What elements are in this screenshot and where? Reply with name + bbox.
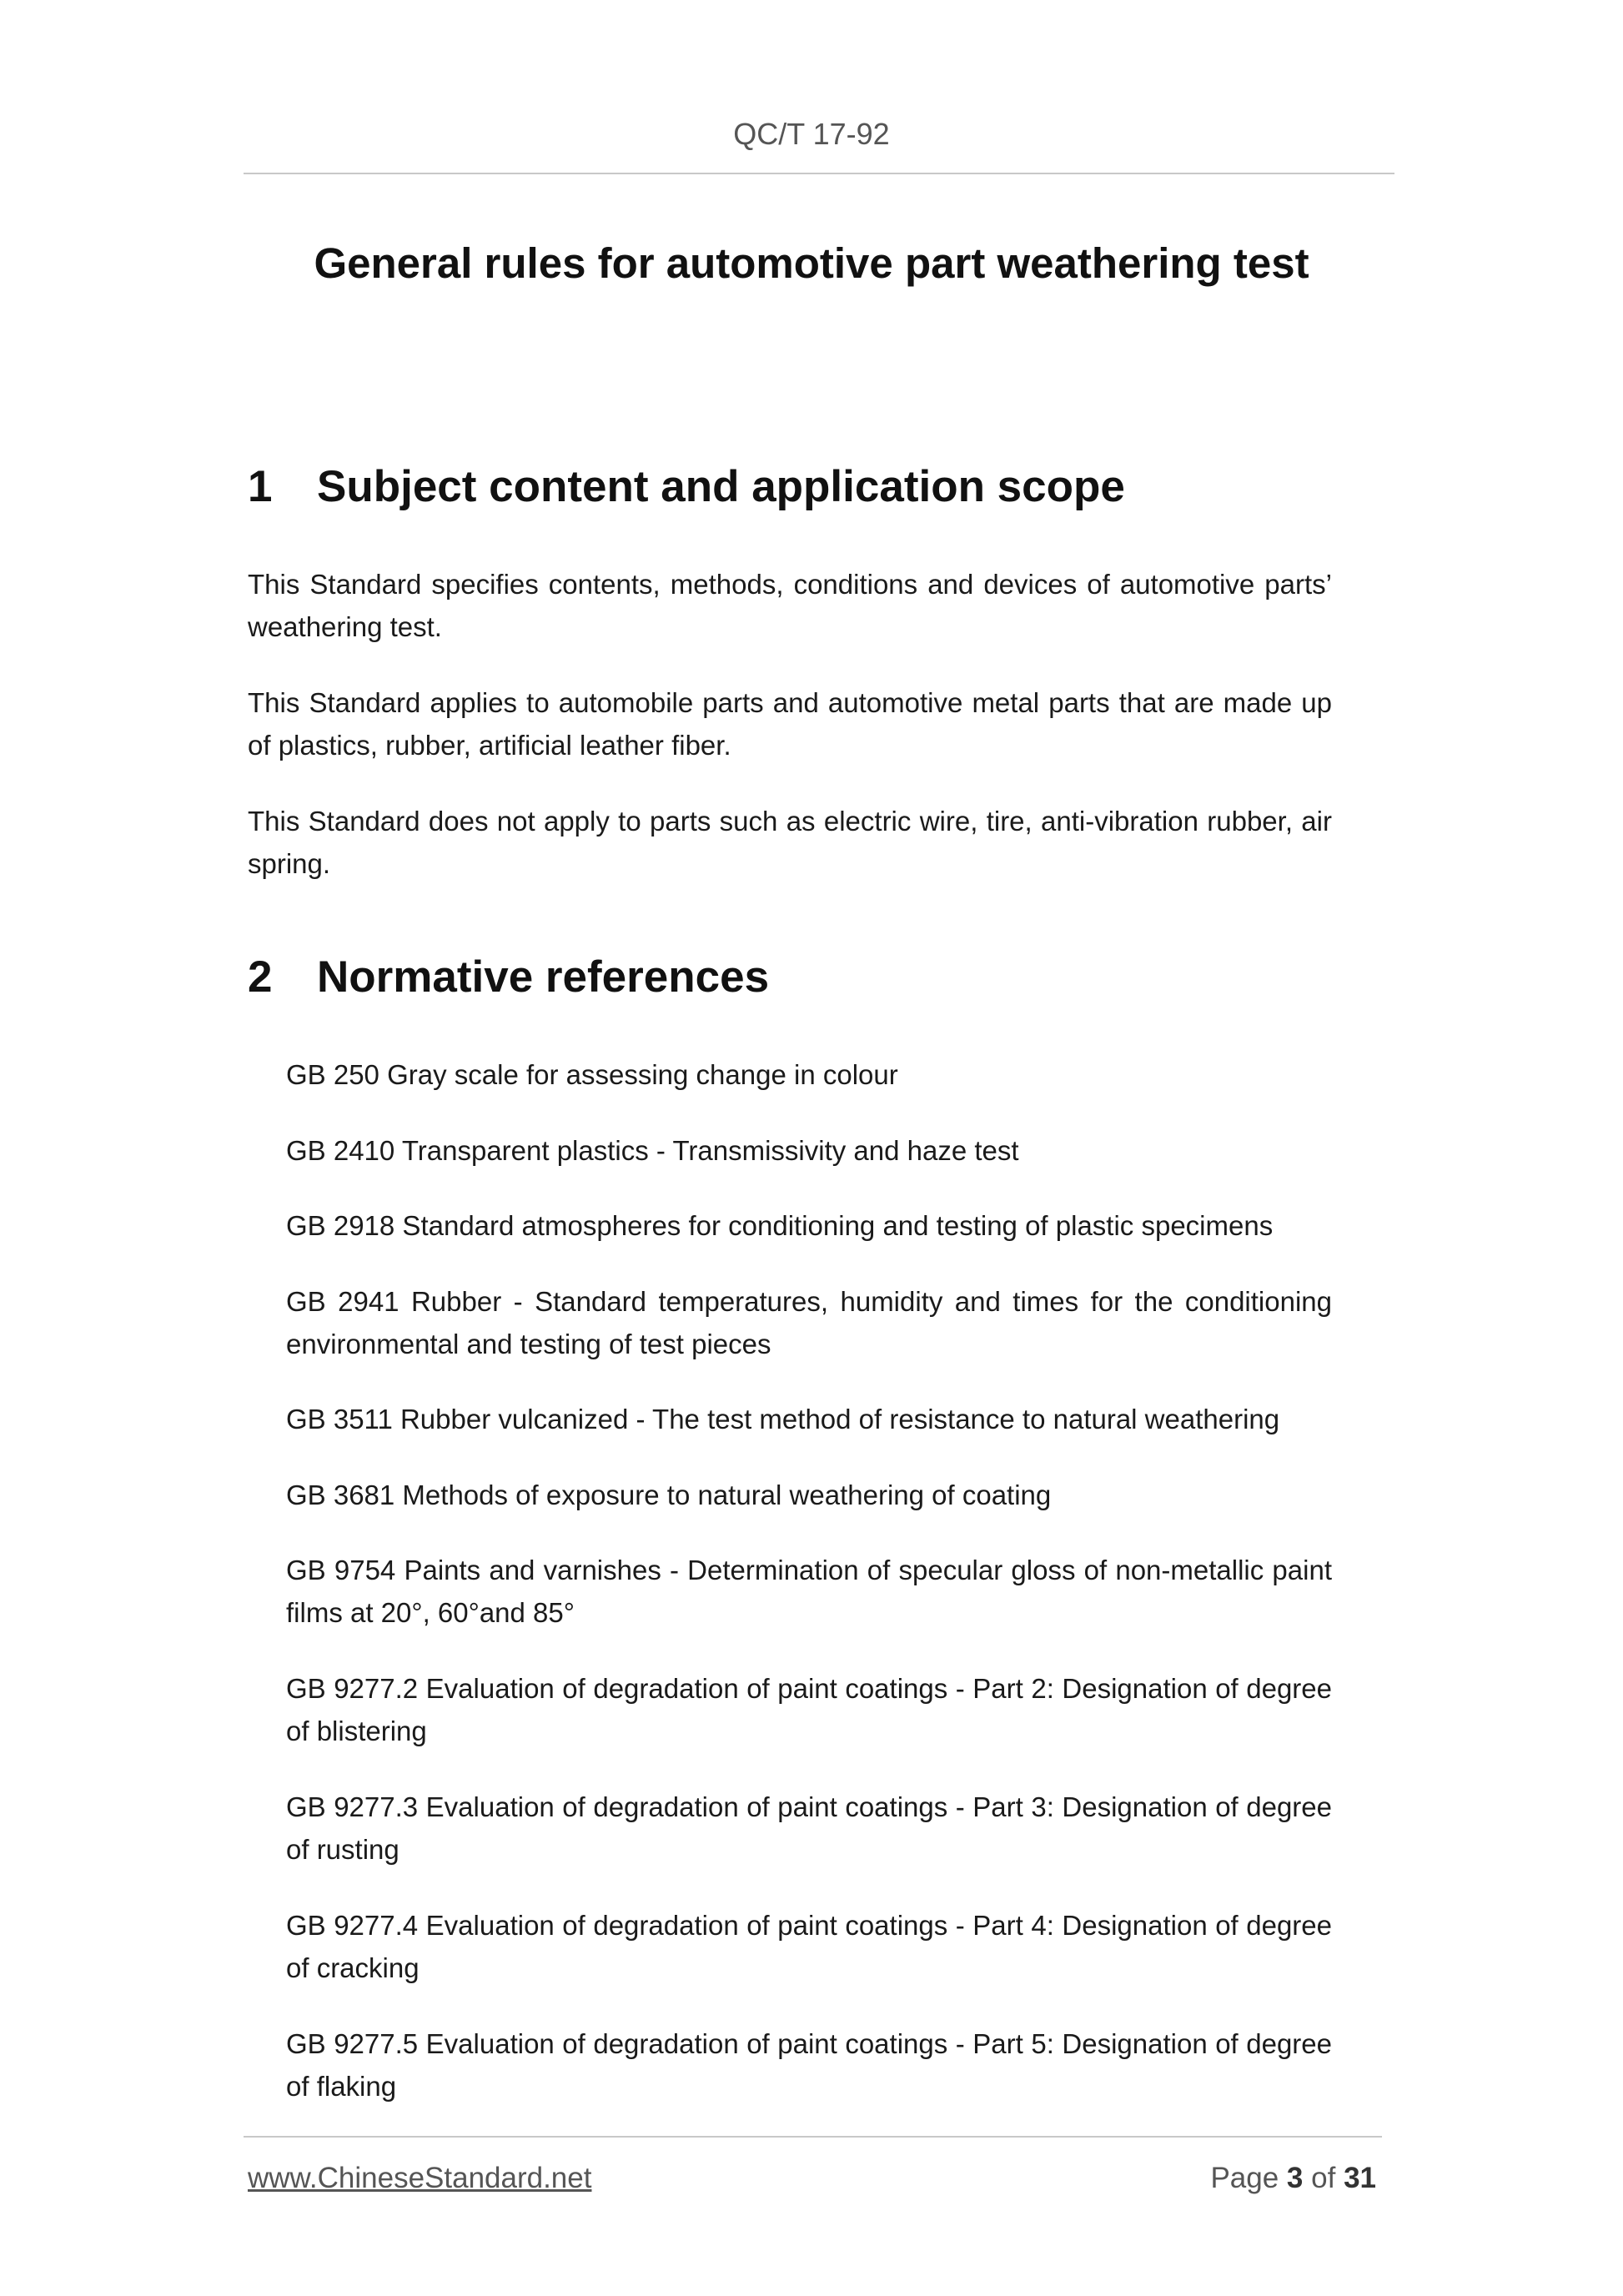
document-title: General rules for automotive part weathering test (314, 239, 1309, 287)
reference-item: GB 2941 Rubber - Standard temperatures, humidity and times for the conditioning environmental and testing of test pieces (286, 1286, 1332, 1359)
section-1-heading (248, 461, 1125, 512)
section-1-paragraph: This Standard applies to automobile parts and automotive metal parts that are made up of plastics, rubber, artificial leather fiber. (248, 687, 1332, 761)
reference-item: GB 9277.2 Evaluation of degradation of paint coatings - Part 2: Designation of degree of blistering (286, 1673, 1332, 1746)
section-2-heading (248, 952, 769, 1002)
reference-item: GB 9277.5 Evaluation of degradation of paint coatings - Part 5: Designation of degree of flaking (286, 2028, 1332, 2102)
page-of-label: of (1311, 2162, 1336, 2194)
section-1-number: 1 (248, 462, 273, 511)
section-2-number: 2 (248, 952, 273, 1002)
current-page-number: 3 (1286, 2162, 1304, 2194)
reference-item: GB 9754 Paints and varnishes - Determination of specular gloss of non-metallic paint films at 20°, 60°and 85° (286, 1555, 1332, 1628)
reference-item: GB 2410 Transparent plastics - Transmissivity and haze test (286, 1135, 1019, 1166)
section-2-title: Normative references (317, 952, 770, 1002)
header-divider (244, 173, 1394, 174)
page-header-code: QC/T 17-92 (733, 117, 890, 151)
reference-item: GB 9277.3 Evaluation of degradation of paint coatings - Part 3: Designation of degree of rusting (286, 1791, 1332, 1865)
page-indicator (1210, 2162, 1376, 2195)
reference-item: GB 2918 Standard atmospheres for conditioning and testing of plastic specimens (286, 1210, 1274, 1241)
footer-divider (244, 2136, 1382, 2138)
section-1-paragraph: This Standard does not apply to parts such as electric wire, tire, anti-vibration rubber, air spring. (248, 806, 1332, 879)
reference-item: GB 9277.4 Evaluation of degradation of paint coatings - Part 4: Designation of degree of cracking (286, 1910, 1332, 1983)
reference-item: GB 3681 Methods of exposure to natural weathering of coating (286, 1480, 1052, 1510)
page-label: Page (1210, 2162, 1279, 2194)
reference-item: GB 250 Gray scale for assessing change in colour (286, 1059, 898, 1090)
section-1-paragraph: This Standard specifies contents, methods, conditions and devices of automotive parts’ weathering test. (248, 569, 1332, 642)
section-1-title: Subject content and application scope (317, 462, 1125, 511)
reference-item: GB 3511 Rubber vulcanized - The test method of resistance to natural weathering (286, 1404, 1280, 1434)
website-link[interactable]: www.ChineseStandard.net (248, 2162, 592, 2194)
total-pages-number: 31 (1344, 2162, 1376, 2194)
